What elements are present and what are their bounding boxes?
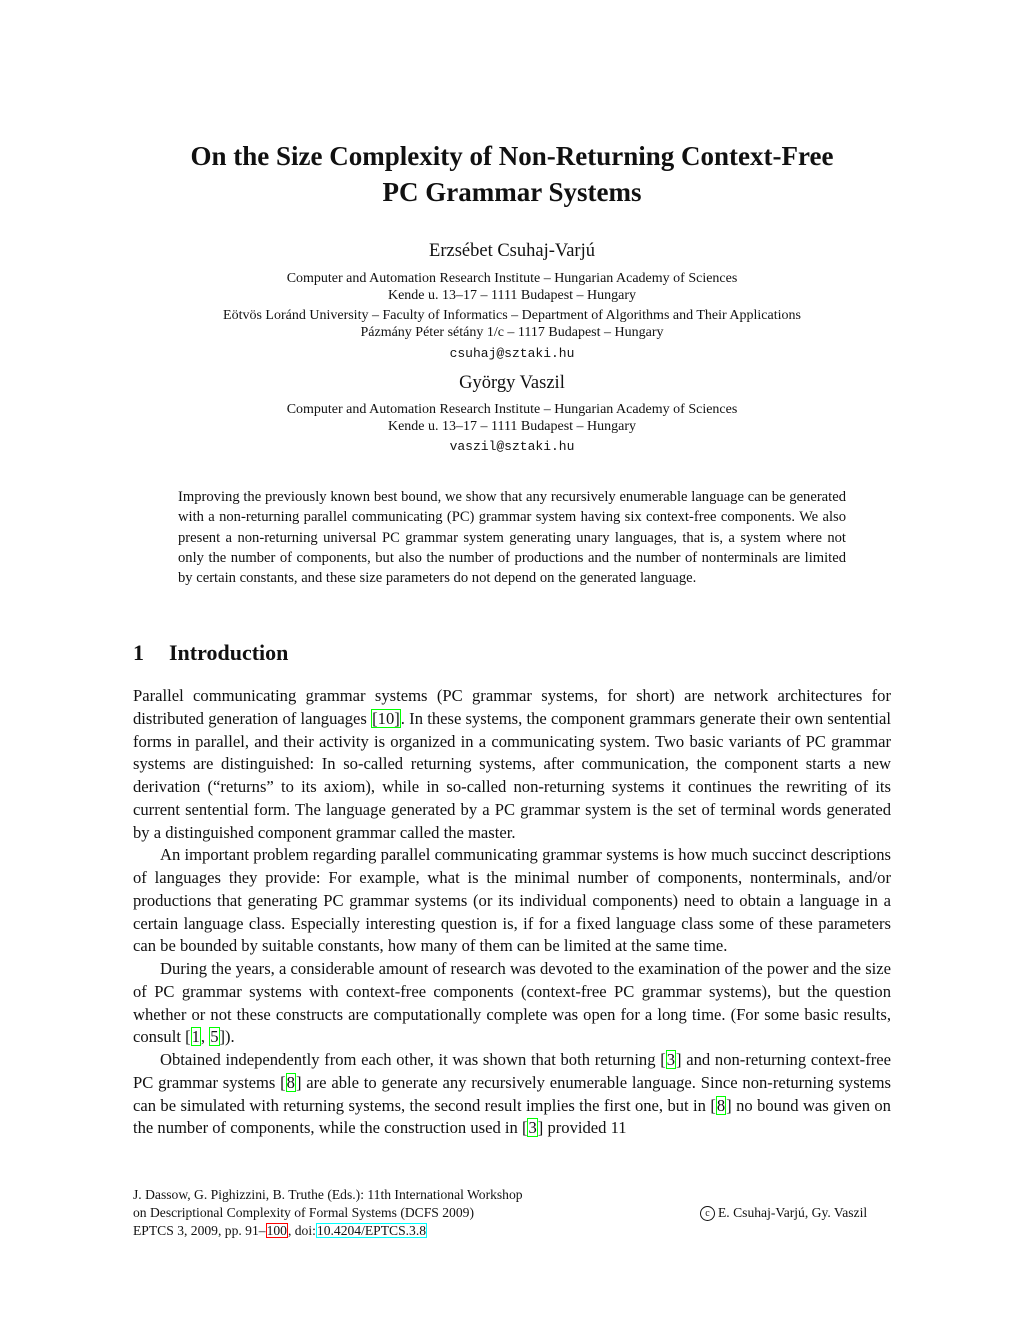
text-run: , doi: [287, 1223, 316, 1238]
affiliation-line: Computer and Automation Research Institute – Hungarian Academy of Sciences [286, 271, 738, 286]
text-run: Parallel communicating grammar systems (PC grammar systems, for short) are network architectures for distributed generation of languages [133, 686, 891, 728]
author-1-email: csuhaj@sztaki.hu [449, 346, 575, 361]
paragraph-2: An important problem regarding parallel communicating grammar systems is how much succinct descriptions of languages they provide: For example, what is the minimal number of components, nonterminals, and/or productions that generating PC grammar systems (or its individual components) need to obtain a language in a certain language class. Especially interesting question is, if for a fixed language class some of these parameters can be bounded by suitable constants, how many of them can be limited at the same time. [133, 845, 891, 956]
abstract [178, 487, 846, 588]
author-1-affiliation-1 [0, 271, 1024, 304]
text-run: . In these systems, the component grammars generate their own sentential forms in parallel, and their activity is organized in a communicating system. Two basic variants of PC grammar systems are distinguished: In so-called returning systems, after communication, the component starts a new derivation (“returns” to its axiom), while in so-called non-returning systems it continues the rewriting of its current sentential form. The language generated by a PC grammar system is the set of terminal words generated by a distinguished component grammar called the master. [133, 708, 891, 842]
paragraph-1 [133, 685, 891, 844]
paper-title [0, 138, 1024, 210]
title-line-1: On the Size Complexity of Non-Returning Context-Free [190, 141, 834, 171]
author-1-affiliation-2 [0, 308, 1024, 341]
citation-link[interactable]: 8 [286, 1072, 295, 1092]
citation-link[interactable]: 8 [716, 1095, 726, 1115]
affiliation-line: Computer and Automation Research Institute – Hungarian Academy of Sciences [286, 402, 738, 417]
section-title: Introduction [169, 640, 289, 665]
author-1-name: Erzsébet Csuhaj-Varjú [429, 241, 595, 261]
citation-link[interactable]: 3 [666, 1050, 676, 1069]
author-2-affiliation [0, 402, 1024, 435]
citation-link[interactable]: 5 [210, 1027, 219, 1047]
copyright-holders: E. Csuhaj-Varjú, Gy. Vaszil [718, 1205, 868, 1220]
footer-line-1: J. Dassow, G. Pighizzini, B. Truthe (Eds.): 11th International Workshop [133, 1187, 523, 1202]
text-run: ] and non-returning context-free PC grammar systems [ [133, 1050, 891, 1092]
section-number: 1 [133, 640, 144, 665]
doi-link[interactable]: 10.4204/EPTCS.3.8 [316, 1223, 427, 1238]
footer-line-3 [133, 1222, 523, 1240]
section-heading [133, 640, 288, 666]
affiliation-line: Eötvös Loránd University – Faculty of Informatics – Department of Algorithms and Their Applications [223, 308, 801, 323]
author-2-name: György Vaszil [459, 373, 565, 393]
text-run: EPTCS 3, 2009, pp. 91– [133, 1223, 266, 1238]
footer-publication-info [133, 1186, 523, 1240]
section-body [133, 685, 891, 1140]
text-run: During the years, a considerable amount of research was devoted to the examination of the power and the size of PC grammar systems with context-free components (context-free PC grammar systems), but the question whether or not these constructs are computationally complete was open for a long time. (For some basic results, consult [ [133, 959, 891, 1047]
text-run: , [200, 1027, 210, 1047]
paragraph-3 [133, 958, 891, 1049]
citation-link[interactable]: 3 [528, 1118, 537, 1138]
footer-line-2: on Descriptional Complexity of Formal Systems (DCFS 2009) [133, 1205, 474, 1220]
text-run: ] no bound was given on the number of components, while the construction used in [ [133, 1095, 891, 1138]
citation-link[interactable]: 1 [191, 1027, 200, 1047]
text-run: ]). [219, 1027, 235, 1047]
citation-link[interactable]: [10] [372, 708, 400, 728]
text-run: Obtained independently from each other, it was shown that both returning [ [160, 1050, 666, 1069]
last-page-link[interactable]: 100 [266, 1223, 287, 1238]
author-2-email: vaszil@sztaki.hu [449, 439, 575, 454]
title-line-2: PC Grammar Systems [382, 177, 642, 207]
text-run: ] are able to generate any recursively enumerable language. Since non-returning systems can be simulated with returning systems, the second result implies the first one, but in [ [133, 1072, 891, 1115]
abstract-text: Improving the previously known best bound, we show that any recursively enumerable language can be generated with a non-returning parallel communicating (PC) grammar system having six context-free components. We also present a non-returning universal PC grammar system generating unary languages, that is, a system where not only the number of components, but also the number of productions and the number of nonterminals are limited by certain constants, and these size parameters do not depend on the generated language. [178, 489, 846, 587]
text-run: ] provided 11 [537, 1118, 627, 1138]
copyright-icon: c [700, 1206, 715, 1221]
copyright-notice [700, 1204, 867, 1222]
paragraph-4 [133, 1049, 891, 1140]
affiliation-line: Kende u. 13–17 – 1111 Budapest – Hungary [387, 287, 637, 303]
affiliation-line: Kende u. 13–17 – 1111 Budapest – Hungary [387, 418, 637, 434]
affiliation-line: Pázmány Péter sétány 1/c – 1117 Budapest – Hungary [360, 324, 664, 340]
